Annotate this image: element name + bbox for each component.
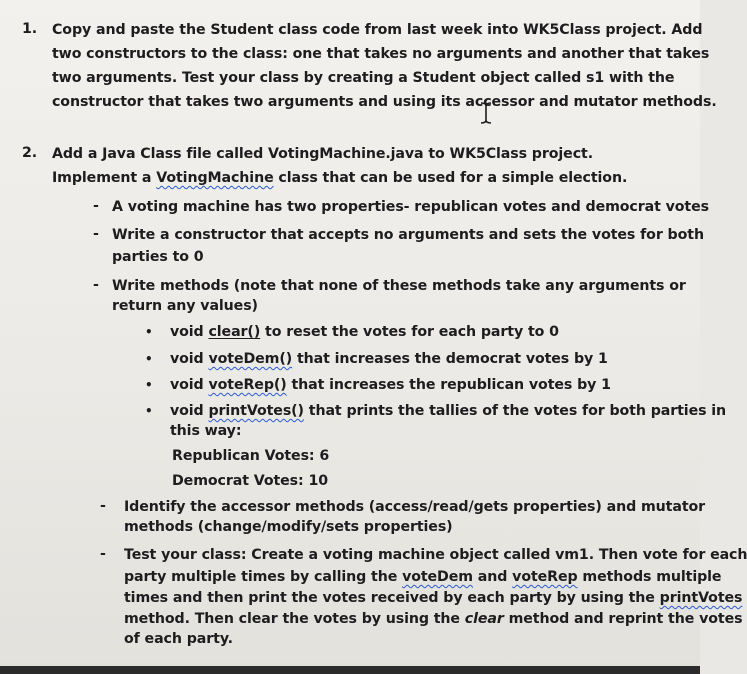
screen-bottom-edge [0,666,700,674]
q1-line-2: two constructors to the class: one that takes no arguments and another that takes [52,46,710,62]
method-votedem-name: voteDem() [208,351,293,367]
q2-number: 2. [22,145,38,161]
dash-marker: - [100,546,106,562]
q2-line-2 [52,169,627,187]
method-votedem-type: void [170,351,209,367]
method-voterep [170,376,611,394]
item-2-line-2: parties to 0 [112,249,204,265]
method-printvotes-type: void [170,403,209,419]
bullet-marker: • [145,325,153,339]
sample-output-democrat: Democrat Votes: 10 [172,473,328,489]
method-printvotes [170,402,726,420]
method-printvotes-name: printVotes() [208,403,304,419]
bullet-marker: • [145,352,153,366]
item-1: A voting machine has two properties- republican votes and democrat votes [112,199,709,215]
bullet-marker: • [145,404,153,418]
q2-line-2-post: class that can be used for a simple election. [273,170,628,186]
method-clear [170,323,559,341]
item-5-line-2 [124,568,721,586]
item-5-line-4 [124,610,742,628]
inline-method-clear: clear [464,611,504,627]
dash-marker: - [100,498,106,514]
method-voterep-desc: that increases the republican votes by 1 [286,377,611,393]
method-printvotes-desc: that prints the tallies of the votes for both parties in [303,403,727,419]
item-3-line-1: Write methods (note that none of these methods take any arguments or [112,278,686,294]
item-5-line-4-post: method and reprint the votes [503,611,743,627]
inline-method-printvotes: printVotes [659,590,743,606]
method-voterep-name: voteRep() [208,377,287,393]
dash-marker: - [93,198,99,214]
method-clear-desc: to reset the votes for each party to 0 [260,324,559,340]
method-voterep-type: void [170,377,209,393]
inline-method-voterep: voteRep [512,569,578,585]
dash-marker: - [93,277,99,293]
item-5-line-4-pre: method. Then clear the votes by using the [124,611,465,627]
item-3-line-2: return any values) [112,298,258,314]
q2-line-2-pre: Implement a [52,170,157,186]
dash-marker: - [93,226,99,242]
item-5-line-2-pre: party multiple times by calling the [124,569,403,585]
method-printvotes-line-2: this way: [170,423,242,439]
q1-line-4: constructor that takes two arguments and using its accessor and mutator methods. [52,94,717,110]
q1-line-1: Copy and paste the Student class code from last week into WK5Class project. Add [52,22,703,38]
class-name-votingmachine: VotingMachine [156,170,274,186]
bullet-marker: • [145,378,153,392]
q1-line-3: two arguments. Test your class by creating a Student object called s1 with the [52,70,675,86]
item-5-line-2-post: methods multiple [577,569,722,585]
item-5-line-3-pre: times and then print the votes received by each party by using the [124,590,660,606]
method-votedem [170,350,608,368]
item-2-line-1: Write a constructor that accepts no arguments and sets the votes for both [112,227,704,243]
item-5-line-3 [124,589,742,607]
q1-number: 1. [22,21,38,37]
inline-method-votedem: voteDem [402,569,473,585]
method-clear-type: void [170,324,209,340]
method-clear-name: clear() [208,324,261,340]
item-5-line-5: of each party. [124,631,233,647]
item-4-line-2: methods (change/modify/sets properties) [124,519,453,535]
item-5-line-1: Test your class: Create a voting machine object called vm1. Then vote for each [124,547,747,563]
sample-output-republican: Republican Votes: 6 [172,448,330,464]
q2-line-1: Add a Java Class file called VotingMachine.java to WK5Class project. [52,146,593,162]
item-4-line-1: Identify the accessor methods (access/read/gets properties) and mutator [124,499,706,515]
text-cursor-icon [478,101,494,125]
item-5-line-2-mid: and [472,569,513,585]
method-votedem-desc: that increases the democrat votes by 1 [292,351,608,367]
